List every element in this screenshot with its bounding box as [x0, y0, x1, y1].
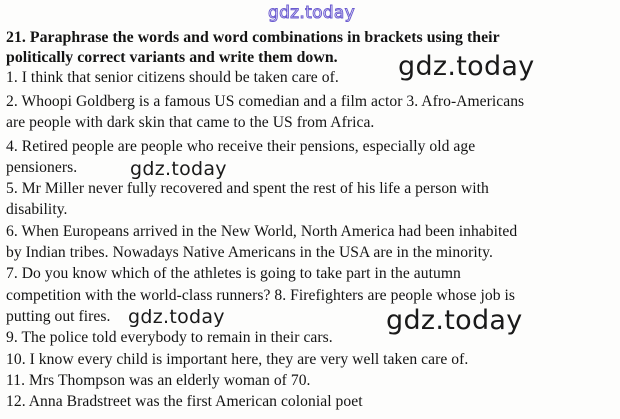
exercise-line-6: 5. Mr Miller never fully recovered and spent the rest of his life a person with: [6, 180, 489, 197]
watermark-pensioners: gdz.today: [130, 158, 227, 180]
exercise-line-7: disability.: [6, 201, 68, 218]
watermark-top: gdz.today: [268, 3, 355, 23]
exercise-heading-line-1: 21. Paraphrase the words and word combinations in brackets using their: [6, 29, 500, 46]
exercise-line-10: 7. Do you know which of the athletes is going to take part in the autumn: [6, 265, 461, 282]
exercise-line-12: putting out fires.: [6, 308, 111, 325]
watermark-right-2: gdz.today: [386, 305, 523, 336]
exercise-line-8: 6. When Europeans arrived in the New World, North America had been inhabited: [6, 223, 518, 240]
exercise-line-4: 4. Retired people are people who receive their pensions, especially old age: [6, 138, 476, 155]
watermark-fires: gdz.today: [128, 306, 225, 328]
exercise-line-11: competition with the world-class runners? 8. Firefighters are people whose job is: [6, 287, 515, 304]
exercise-line-13: 9. The police told everybody to remain in their cars.: [6, 329, 333, 346]
exercise-line-9: by Indian tribes. Nowadays Native Americans in the USA are in the minority.: [6, 244, 493, 261]
exercise-line-1: 1. I think that senior citizens should be taken care of.: [6, 69, 339, 86]
exercise-line-16: 12. Anna Bradstreet was the first American colonial poet: [6, 393, 363, 410]
exercise-line-15: 11. Mrs Thompson was an elderly woman of 70.: [6, 372, 311, 389]
exercise-line-3: are people with dark skin that came to the US from Africa.: [6, 114, 375, 131]
exercise-heading-line-2: politically correct variants and write them down.: [6, 49, 338, 66]
exercise-line-2: 2. Whoopi Goldberg is a famous US comedian and a film actor 3. Afro-Americans: [6, 93, 525, 110]
watermark-right-1: gdz.today: [398, 51, 535, 82]
exercise-line-5: pensioners.: [6, 159, 78, 176]
exercise-line-14: 10. I know every child is important here, they are very well taken care of.: [6, 351, 469, 368]
